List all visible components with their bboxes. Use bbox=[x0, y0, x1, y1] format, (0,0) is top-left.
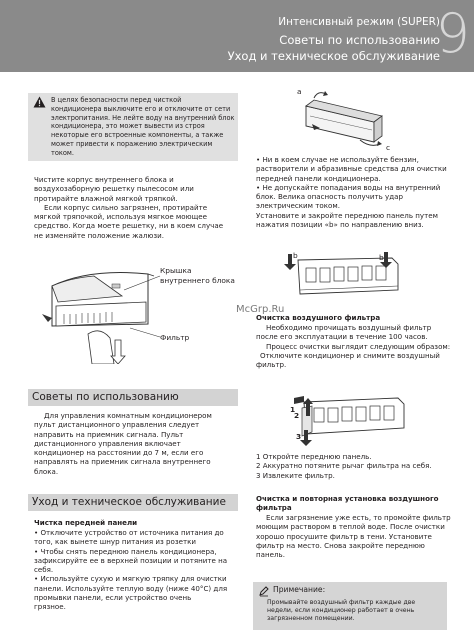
label-unit-cover-1: Крышка bbox=[160, 266, 192, 275]
section-maintenance-title: Уход и техническое обслуживание bbox=[28, 494, 238, 511]
label-step-3: 3 bbox=[296, 432, 302, 441]
page-number: 9 bbox=[435, 2, 470, 65]
filter-removal-illustration bbox=[282, 390, 412, 446]
label-a: a bbox=[297, 87, 302, 96]
label-b-right: b bbox=[379, 253, 384, 262]
note-title: Примечание: bbox=[273, 585, 326, 594]
label-unit-cover-2: внутреннего блока bbox=[160, 276, 235, 285]
header-line-3: Уход и техническое обслуживание bbox=[227, 49, 440, 63]
warning-icon bbox=[33, 96, 46, 108]
header-line-1: Интенсивный режим (SUPER) bbox=[278, 16, 440, 28]
air-filter-cleaning-title: Очистка воздушного фильтра bbox=[256, 313, 381, 322]
step-item: 1 Откройте переднюю панель. bbox=[256, 452, 372, 461]
label-step-2: 2 bbox=[294, 411, 300, 420]
page-header bbox=[0, 0, 474, 72]
watermark: McGrp.Ru bbox=[236, 304, 285, 315]
maintenance-text: • Отключите устройство от источника питания до того, как вынете шнур питания из розетки • Чтобы снять переднюю панель кондиционера, зафиксируйте ее в верхней позиции и потяните на себя. • Используйте сухую и мягкую тряпку для очистки панели. Используйте теплую воду (ниже 40°C) для промывки панели, если устройство очень грязное. bbox=[34, 528, 228, 612]
front-panel-cleaning-title: Чистка передней панели bbox=[34, 518, 138, 527]
air-filter-text: Необходимо прочищать воздушный фильтр после его эксплуатации в течение 100 часов. Процесс очистки выглядит следующим образом: Отключите кондиционер и снимите воздушный фильтр. bbox=[256, 323, 451, 370]
note-pencil-icon bbox=[258, 585, 270, 597]
label-b-left: b bbox=[293, 251, 298, 260]
label-filter: Фильтр bbox=[160, 333, 190, 342]
filter-steps-list bbox=[256, 452, 432, 480]
note-text: Промывайте воздушный фильтр каждые две недели, если кондиционер работает в очень загрязненном помещении. bbox=[267, 599, 416, 622]
reinstall-title: Очистка и повторная установка воздушного фильтра bbox=[256, 494, 439, 513]
warning-box bbox=[28, 93, 238, 161]
front-panel-removal-illustration bbox=[290, 88, 390, 150]
tips-text: Для управления комнатным кондиционером пульт дистанционного управления следует направить на приемник сигнала. Пульт дистанционного управления включает кондиционер на расстоянии до 7 м, если его направлять на приемник сигнала внутреннего блока. bbox=[34, 411, 212, 476]
front-panel-warnings: • Ни в коем случае не используйте бензин, растворители и абразивные средства для очистки передней панели кондиционера. • Не допускайте попадания воды на внутренний блок. Велика опасность получить удар электрическим током. Установите и закройте переднюю панель путем нажатия позиции «b» по направлению вниз. bbox=[256, 155, 447, 230]
note-box bbox=[253, 582, 447, 630]
label-step-1: 1 bbox=[290, 405, 296, 414]
warning-text: В целях безопасности перед чисткой кондиционера выключите его и отключите от сети электропитания. Не лейте воду на внутренний блок кондиционера, это может вывести из строя некоторые его встроенные компоненты, а также может привести к поражению электрическим током. bbox=[51, 96, 235, 157]
section-tips-title: Советы по использованию bbox=[28, 389, 238, 406]
reinstall-text: Если загрязнение уже есть, то промойте фильтр моющим раствором в теплой воде. После очистки хорошо просушите фильтр в тени. Установите фильтр на место. Снова закройте переднюю панель. bbox=[256, 513, 451, 560]
leader-lines bbox=[120, 270, 162, 340]
step-item: 2 Аккуратно потяните рычаг фильтра на себя. bbox=[256, 461, 432, 471]
label-c: c bbox=[386, 143, 391, 152]
header-line-2: Советы по использованию bbox=[279, 33, 440, 47]
front-panel-install-illustration bbox=[280, 250, 410, 304]
step-item: 3 Извлеките фильтр. bbox=[256, 470, 335, 480]
cleaning-instructions: Чистите корпус внутреннего блока и воздухозаборную решетку пылесосом или протирайте влажной мягкой тряпкой. Если корпус сильно загрязнен, протирайте мягкой тряпочкой, используя мягкое моющее средство. Когда моете решетку, ни в коем случае не изменяйте положение жалюзи. bbox=[34, 175, 224, 240]
